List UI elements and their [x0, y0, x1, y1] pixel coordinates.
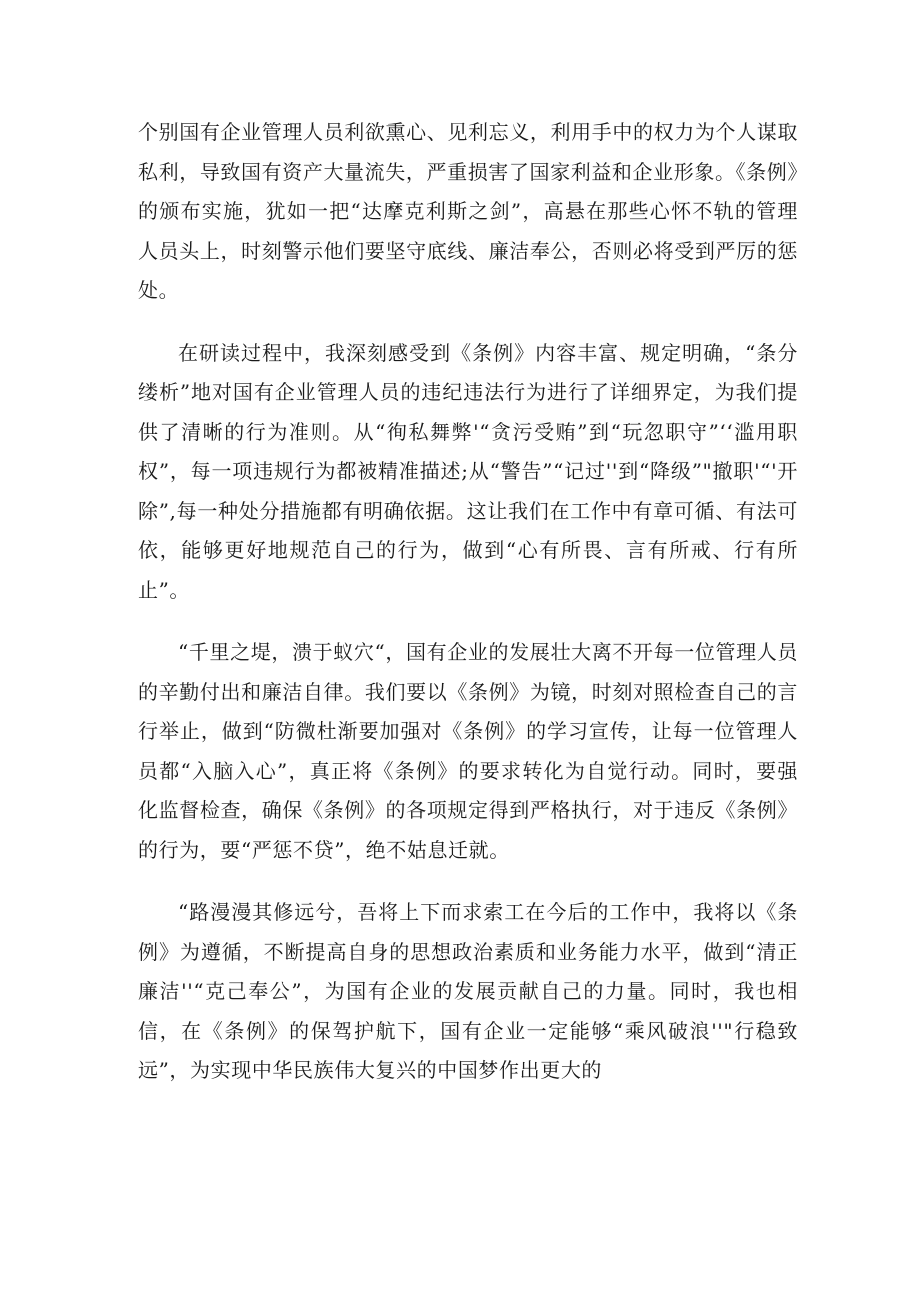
- paragraph-1: 个别国有企业管理人员利欲熏心、见利忘义，利用手中的权力为个人谋取私利，导致国有资产大量流失，严重损害了国家利益和企业形象。《条例》的颁布实施，犹如一把“达摩克利斯之剑”，高悬在那些心怀不轨的管理人员头上，时刻警示他们要坚守底线、廉洁奉公，否则必将受到严厉的惩处。: [138, 120, 798, 302]
- paragraph-4: “路漫漫其修远兮，吾将上下而求索工在今后的工作中，我将以《条例》为遵循，不断提高自身的思想政治素质和业务能力水平，做到“清正廉洁''“克己奉公”，为国有企业的发展贡献自己的力量。同时，我也相信，在《条例》的保驾护航下，国有企业一定能够“乘风破浪''"行稳致远”，为实现中华民族伟大复兴的中国梦作出更大的: [138, 900, 798, 1082]
- paragraph-3: “千里之堤，溃于蚁穴“，国有企业的发展壮大离不开每一位管理人员的辛勤付出和廉洁自律。我们要以《条例》为镜，时刻对照检查自己的言行举止，做到“防微杜渐要加强对《条例》的学习宣传，让每一位管理人员都“入脑入心”，真正将《条例》的要求转化为自觉行动。同时，要强化监督检查，确保《条例》的各项规定得到严格执行，对于违反《条例》的行为，要“严惩不贷”，绝不姑息迁就。: [138, 640, 798, 862]
- document-body: [138, 113, 798, 1091]
- paragraph-2: 在研读过程中，我深刻感受到《条例》内容丰富、规定明确，“条分缕析”地对国有企业管理人员的违纪违法行为进行了详细界定，为我们提供了清晰的行为准则。从“徇私舞弊'“贪污受贿”到“玩忽职守”‘‘滥用职权”，每一项违规行为都被精准描述;从“警告”“记过''到“降级”"撤职'“'开除”,每一种处分措施都有明确依据。这让我们在工作中有章可循、有法可依，能够更好地规范自己的行为，做到“心有所畏、言有所戒、行有所止”。: [138, 340, 798, 602]
